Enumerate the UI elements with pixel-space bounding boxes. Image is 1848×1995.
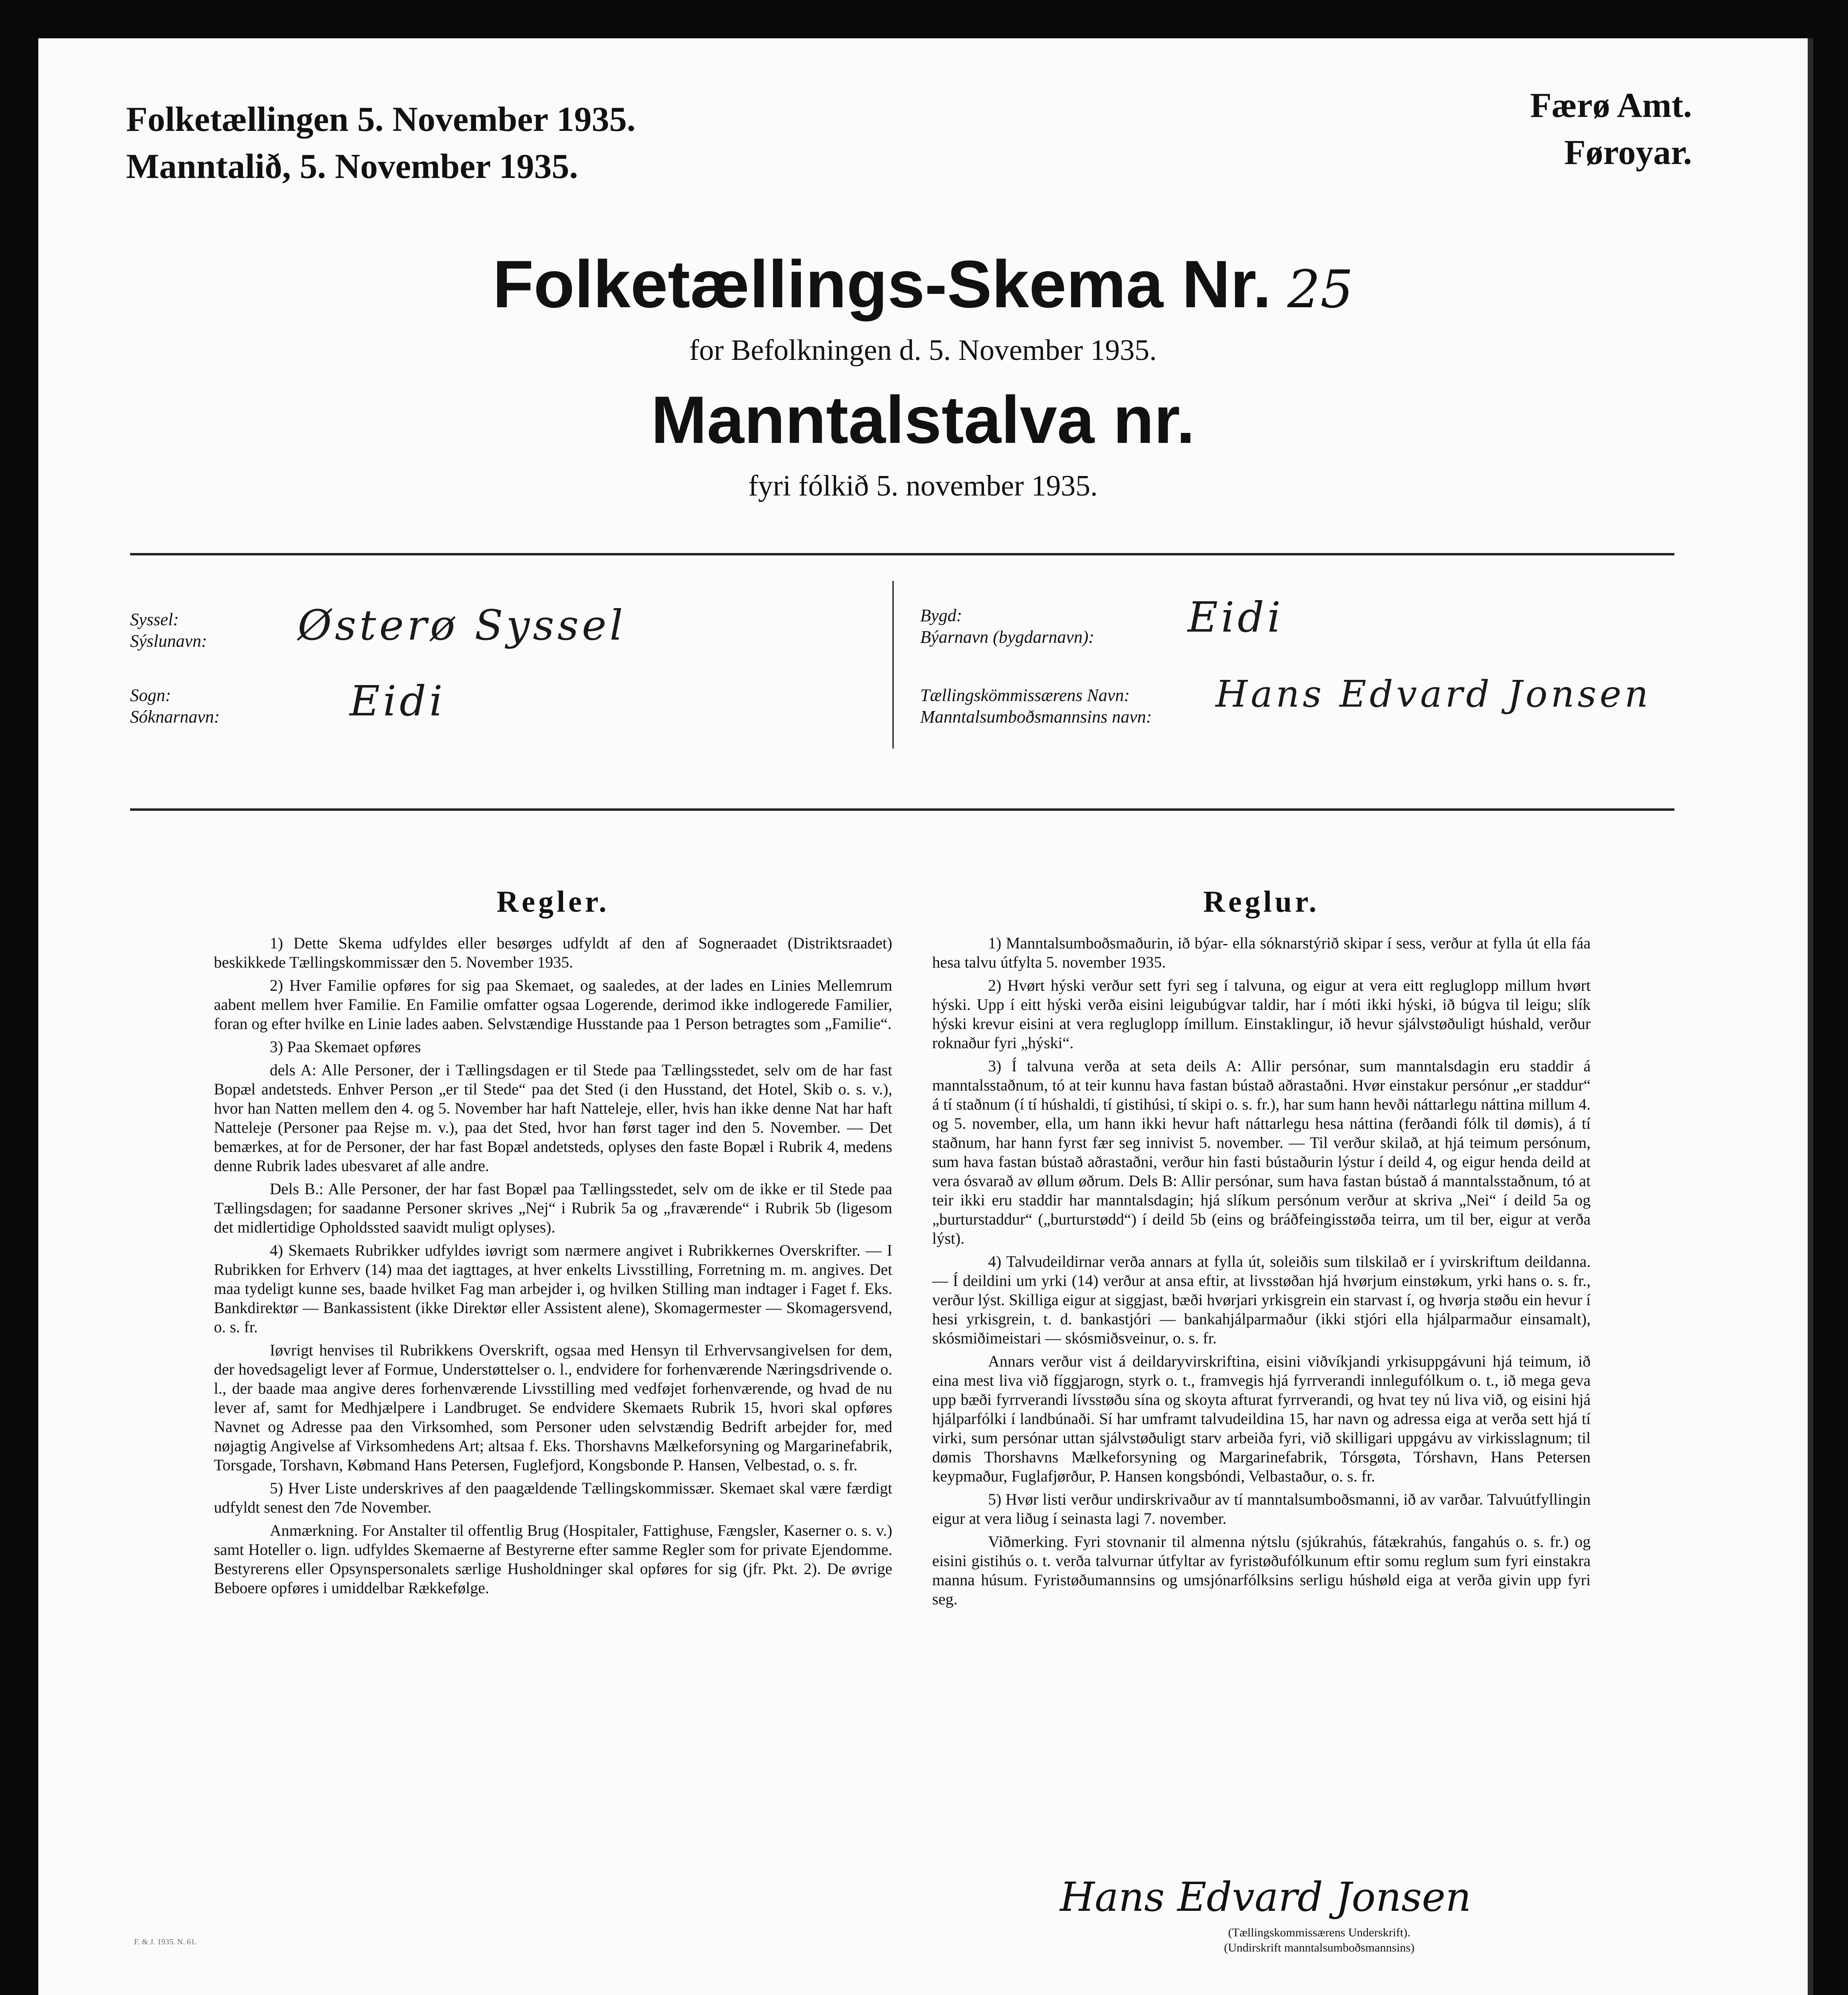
mid-divider [130,808,1674,811]
umbodsmann-label: Manntalsumboðsmannsins navn: [920,707,1152,727]
form-number-handwritten: 25 [1287,259,1354,320]
byarnavn-label: Býarnavn (bygdarnavn): [920,627,1095,647]
form-title-faroese: Manntalstalva nr. [651,382,1195,457]
sogn-label: Sogn: [130,685,171,705]
header-left-line1: Folketællingen 5. November 1935. [126,100,636,139]
header-left [126,96,636,190]
syssel-label-block [130,609,207,652]
reglur-rule-4b: Annars verður vist á deildaryvirskriftina, eisini viðvíkjandi yrkisuppgávuni hjá teimum, ið eina mest liva við fíggjarogn, styrk o. t., framvegis hjá fyrrverandi innlegufólkum o. t., ið mega geva upp bæði fyrrverandi lívsstøðu sína og skoyta afturat fyrrverandi, og hvat tey nú liva við, og eisini hjá hjálparfólki í landbúnaði. Sí har umframt talvudeildina 15, har navn og adressa eiga at verða sett hjá tí virki, sum persónar uttan sjálvstøðuligt starv arbeiða fyri, við skilligari uppgávu av virkisslagnum; til dømis Thorshavns Mælkeforsyning og Margarinefabrik, Tórsgøta, Tórshavn, Hans Petersen keypmaður, Fuglafjørður, P. Hansen kongsbóndi, Velbastaður, o. s. fr. [932,1352,1591,1485]
census-form-page [38,38,1813,1995]
soknarnavn-label: Sóknarnavn: [130,707,220,727]
reglur-rule-2: 2) Hvørt hýski verður sett fyri seg í talvuna, og eigur at vera eitt regluglopp millum hvørt hýski. Upp í eitt hýski verða eisini leigubúgvar taldir, har í móti ikki hýski, ið búgva til leigu; slík hýski krevur eisini at vera regluglopp ímillum. Einstaklingur, ið hevur sjálvstøðuligt húshald, verður roknaður fyri „hýski“. [932,976,1591,1052]
reglur-rule-4: 4) Talvudeildirnar verða annars at fylla út, soleiðis sum tilskilað er í yvirskriftum deildanna. — Í deildini um yrki (14) verður at ansa eftir, at livsstøðan hjá hvørjum einstøkum, yrki hans o. s. fr., verður lýst. Skilliga eigur at siggjast, bæði hvørjari yrkisgrein ein starvast í, og hvørja støðu ein hevur í hesi yrkisgrein, t. d. bankastjóri — bankahjálparmaður (ikki stjóri ella hjálparmaður einsamalt), skósmiðimeistari — skósmiðsveinur, o. s. fr. [932,1252,1591,1347]
header-right-line2: Føroyar. [1564,133,1692,172]
form-subtitle-danish: for Befolkningen d. 5. November 1935. [689,334,1157,367]
form-title-danish-text: Folketællings-Skema Nr. [492,247,1271,322]
printer-mark: F. & J. 1935. N. 61. [134,1938,197,1946]
bygd-value: Eidi [1188,593,1284,642]
reglur-rule-1: 1) Manntalsumboðsmaðurin, ið býar- ella sóknarstýrið skipar í sess, verður at fylla út ella fáa hesa talvu útfylta 5. november 1935. [932,934,1591,971]
bygd-label: Bygd: [920,606,963,625]
signature-caption-faroese: (Undirskrift manntalsumboðsmannsins) [1224,1941,1415,1954]
kommissaer-label: Tællingskömmissærens Navn: [920,685,1130,705]
regler-rule-2: 2) Hver Familie opføres for sig paa Skemaet, og saaledes, at der lades en Linies Mellemrum aabent mellem hver Familie. En Familie omfatter ogsaa Logerende, derimod ikke indlogerede Familier, foran og efter hvilke en Linie lades aaben. Selvstændige Husstande paa 1 Person betragtes som „Familie“. [214,976,892,1033]
regler-rule-4: 4) Skemaets Rubrikker udfyldes iøvrigt som nærmere angivet i Rubrikkernes Overskrifter. — I Rubrikken for Erhverv (14) maa det iagttages, at hver enkelts Livsstilling, Forretning m. m. angives. Det maa tydeligt kunne ses, baade hvilket Fag man arbejder i, og hvilken Stilling man indtager i Faget f. Eks. Bankdirektør — Bankassistent (ikke Direktør eller Assistent alene), Skomagermester — Skomagersvend, o. s. fr. [214,1241,892,1336]
regler-heading: Regler. [496,885,610,918]
reglur-note: Viðmerking. Fyri stovnanir til almenna nýtslu (sjúkrahús, fátækrahús, fangahús o. s. fr.) og eisini gistihús o. t. verða talvurnar útfyltar av fyristøðufólkunum eftir somu reglum sum fyri einstakra manna húsum. Fyristøðumannsins og umsjónarfólksins serligu húshøld eiga at verða givin upp fyri seg. [932,1533,1591,1608]
header-right [1530,82,1692,176]
regler-rule-3: 3) Paa Skemaet opføres [270,1038,421,1056]
syssel-label: Syssel: [130,610,179,629]
bygd-label-block [920,605,1094,648]
field-divider [892,581,894,749]
regler-note: Anmærkning. For Anstalter til offentlig Brug (Hospitaler, Fattighuse, Fængsler, Kaserner o. s. v.) samt Hoteller o. lign. udfyldes Skemaerne af Bestyrerne efter samme Regler som for private Ejendomme. Bestyrerens eller Opsynspersonalets særlige Husholdninger skal opføres for sig (jfr. Pkt. 2). De øvrige Beboere opføres i umiddelbar Rækkefølge. [214,1521,892,1597]
header-right-line1: Færø Amt. [1530,86,1692,125]
syssel-value: Østerø Syssel [298,601,626,650]
top-divider [130,553,1674,555]
syslunavn-label: Sýslunavn: [130,631,208,651]
form-subtitle-faroese: fyri fólkið 5. november 1935. [748,470,1098,502]
sogn-label-block [130,685,220,728]
reglur-column [932,885,1591,1613]
form-title-danish [38,246,1808,323]
signature-handwritten: Hans Edvard Jonsen [1060,1874,1471,1920]
regler-rule-3b: Dels B.: Alle Personer, der har fast Bopæl paa Tællingsstedet, selv om de ikke er til Stede paa Tællingsdagen; for saadanne Personer skrives „Nej“ i Rubrik 5a og „fraværende“ i Rubrik 5b (ligesom det midlertidige Opholdssted saavidt muligt oplyses). [214,1180,892,1236]
sogn-value: Eidi [350,677,446,725]
reglur-rule-3: 3) Í talvuna verða at seta deils A: Allir persónar, sum manntalsdagin eru staddir á manntalsstaðnum, tó at teir kunnu hava fastan bústað aðrastaðni. Hvør einstakur persónur „er staddur“ á tí staðnum (í tí húshaldi, tí gistihúsi, tí skipi o. s. fr.), har sum hann hevði náttarlegu náttina millum 4. og 5. november, ella, um hann ikki hevur haft náttarlegu hesa náttina (ferðandi fólk til dømis), á tí staðnum, har hann fyrst fær seg innivist 5. november. — Til verður skilað, at hjá teimum persónum, sum hava fastan bústað aðrastaðni, verður hin fasti bústaðurin lýstur í deild 4, og eigur henda deild at vera ósvarað av øllum øðrum. Dels B: Allir persónar, sum hava fastan bústað á manntalsstaðnum, tó at teir ikki eru staddir har manntalsdagin; hjá slíkum persónum verður at skriva „Nei“ í deild 5a og „burturstaddur“ („burturstødd“) í deild 5b (eins og bráðfeingisstøða teirra, um til ber, eigur at verða lýst). [932,1057,1591,1247]
regler-column [214,885,892,1602]
header-left-line2: Manntalið, 5. November 1935. [126,147,578,186]
regler-rule-5: 5) Hver Liste underskrives af den paagældende Tællingskommissær. Skemaet skal være færdigt udfyldt senest den 7de November. [214,1479,892,1516]
kommissaer-value: Hans Edvard Jonsen [1216,673,1652,715]
regler-rule-3a: dels A: Alle Personer, der i Tællingsdagen er til Stede paa Tællingsstedet, selv om de har fast Bopæl andetsteds. Enhver Person „er til Stede“ paa det Sted (i den Husstand, det Hotel, Skib o. s. v.), hvor han Natten mellem den 4. og 5. November har haft Natteleje, eller, hvis han ikke denne Nat har haft Natteleje (Personer paa Rejse m. v.), paa det Sted, hvor han først tager ind den 5. November. — Det bemærkes, at for de Personer, der har fast Bopæl andetsteds, oplyses den faste Bopæl i Rubrik 4, medens denne Rubrik lades ubesvaret af alle andre. [214,1061,892,1175]
reglur-rule-5: 5) Hvør listi verður undirskrivaður av tí manntalsumboðsmanni, ið av varðar. Talvuútfyllingin eigur at vera liðug í seinasta lagi 7. november. [932,1490,1591,1527]
kommissaer-label-block [920,685,1152,728]
regler-rule-4b: Iøvrigt henvises til Rubrikkens Overskrift, ogsaa med Hensyn til Erhvervsangivelsen for dem, der hovedsageligt lever af Formue, Understøttelser o. l., endvidere for forhenværende Næringsdrivende o. l., der baade maa angive deres forhenværende Livsstilling med vedføjet forhenværende, og hvad de nu lever af, samt for Medhjælpere i Landbruget. Se endvidere Skemaets Rubrik 15, hvori skal opføres Navnet og Adresse paa den Virksomhed, som Personer uden selvstændig Bedrift arbejder for, med nøjagtig Angivelse af Virksomhedens Art; altsaa f. Eks. Thorshavns Mælkeforsyning og Margarinefabrik, Torsgade, Torshavn, Købmand Hans Petersen, Fuglefjord, Kongsbonde P. Hansen, Velbestad, o. s. fr. [214,1341,892,1474]
signature-caption-danish: (Tællingskommissærens Underskrift). [1228,1926,1411,1939]
regler-rule-1: 1) Dette Skema udfyldes eller besørges udfyldt af den af Sogneraadet (Distriktsraadet) beskikkede Tællingskommissær den 5. November 1935. [214,934,892,971]
reglur-heading: Reglur. [1203,885,1320,918]
